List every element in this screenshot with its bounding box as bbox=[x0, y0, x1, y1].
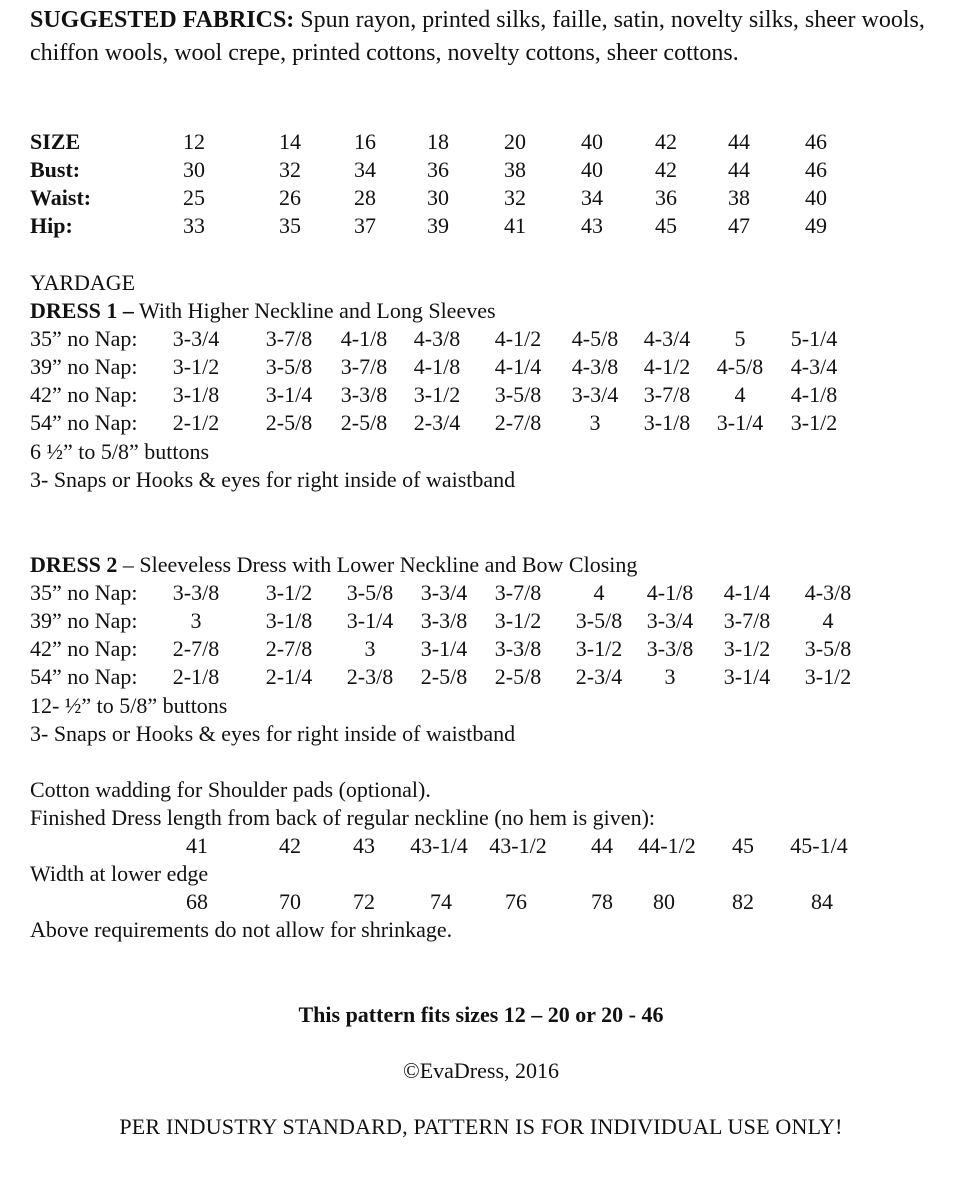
dress1-cell: 3-3/8 bbox=[340, 382, 388, 407]
wadding-note: Cotton wadding for Shoulder pads (optional). bbox=[30, 777, 431, 802]
size-cell: 25 bbox=[183, 185, 205, 210]
width-cell: 78 bbox=[591, 889, 613, 914]
copyright: ©EvaDress, 2016 bbox=[402, 1058, 560, 1083]
dress2-cell: 3-1/2 bbox=[494, 608, 542, 633]
size-cell: 16 bbox=[354, 129, 376, 154]
size-cell: 37 bbox=[354, 213, 376, 238]
dress1-cell: 3-1/8 bbox=[643, 410, 691, 435]
dress2-title: DRESS 2 bbox=[30, 552, 118, 577]
dress1-cell: 3-7/8 bbox=[265, 326, 313, 351]
length-cell: 43-1/2 bbox=[489, 833, 547, 858]
dress1-cell: 4-3/8 bbox=[413, 326, 461, 351]
dress2-cell: 4-3/8 bbox=[804, 580, 852, 605]
dress2-cell: 2-3/4 bbox=[575, 664, 623, 689]
size-row-label: SIZE bbox=[30, 129, 81, 154]
usage-notice: PER INDUSTRY STANDARD, PATTERN IS FOR INDIVIDUAL USE ONLY! bbox=[119, 1114, 843, 1139]
dress2-cell: 3-7/8 bbox=[723, 608, 771, 633]
length-cell: 43-1/4 bbox=[410, 833, 468, 858]
dress1-cell: 3-1/2 bbox=[413, 382, 461, 407]
dress2-cell: 4 bbox=[822, 608, 834, 633]
size-cell: 14 bbox=[279, 129, 301, 154]
length-cell: 45 bbox=[732, 833, 754, 858]
dress2-row-label: 42” no Nap: bbox=[30, 636, 138, 661]
size-cell: 28 bbox=[354, 185, 376, 210]
yardage-heading: YARDAGE bbox=[30, 270, 136, 295]
size-cell: 41 bbox=[504, 213, 526, 238]
dress2-cell: 4-1/4 bbox=[723, 580, 771, 605]
length-cell: 44 bbox=[591, 833, 613, 858]
dress2-cell: 3-3/8 bbox=[172, 580, 220, 605]
length-label: Finished Dress length from back of regular neckline (no hem is given): bbox=[30, 805, 656, 830]
size-cell: 42 bbox=[655, 157, 677, 182]
dress1-row-label: 39” no Nap: bbox=[30, 354, 138, 379]
size-cell: 44 bbox=[728, 129, 750, 154]
size-cell: 20 bbox=[504, 129, 526, 154]
dress2-subtitle: – Sleeveless Dress with Lower Neckline and Bow Closing bbox=[117, 552, 638, 577]
dress1-cell: 4-5/8 bbox=[716, 354, 764, 379]
dress1-cell: 4-1/4 bbox=[494, 354, 542, 379]
dress2-cell: 4-1/8 bbox=[646, 580, 694, 605]
dress1-cell: 5 bbox=[734, 326, 746, 351]
size-cell: 35 bbox=[279, 213, 301, 238]
dress2-row-label: 39” no Nap: bbox=[30, 608, 138, 633]
dress2-cell: 3-1/4 bbox=[723, 664, 771, 689]
size-cell: 18 bbox=[427, 129, 449, 154]
dress2-cell: 3-5/8 bbox=[804, 636, 852, 661]
size-cell: 38 bbox=[504, 157, 526, 182]
dress2-cell: 3 bbox=[190, 608, 202, 633]
dress2-note: 3- Snaps or Hooks & eyes for right inside of waistband bbox=[30, 721, 516, 746]
size-cell: 26 bbox=[279, 185, 301, 210]
size-row-label: Waist: bbox=[30, 185, 92, 210]
dress2-cell: 3-1/2 bbox=[804, 664, 852, 689]
size-row-label: Hip: bbox=[30, 213, 73, 238]
dress1-note: 3- Snaps or Hooks & eyes for right inside of waistband bbox=[30, 467, 516, 492]
dress2-cell: 3-7/8 bbox=[494, 580, 542, 605]
dress1-cell: 4-3/4 bbox=[790, 354, 838, 379]
dress2-row-label: 54” no Nap: bbox=[30, 664, 138, 689]
size-cell: 40 bbox=[581, 157, 603, 182]
size-cell: 46 bbox=[805, 129, 827, 154]
dress2-cell: 2-1/8 bbox=[172, 664, 220, 689]
length-cell: 44-1/2 bbox=[638, 833, 696, 858]
dress2-cell: 3-3/8 bbox=[420, 608, 468, 633]
dress2-cell: 3-1/4 bbox=[346, 608, 394, 633]
dress2-cell: 3-3/8 bbox=[646, 636, 694, 661]
dress1-cell: 4-3/8 bbox=[571, 354, 619, 379]
dress1-subtitle: With Higher Neckline and Long Sleeves bbox=[133, 298, 496, 323]
dress2-cell: 2-7/8 bbox=[172, 636, 220, 661]
dress1-cell: 4-5/8 bbox=[571, 326, 619, 351]
width-cell: 70 bbox=[279, 889, 301, 914]
dress1-cell: 4-1/2 bbox=[494, 326, 542, 351]
dress2-cell: 4 bbox=[593, 580, 605, 605]
size-cell: 32 bbox=[504, 185, 526, 210]
dress1-cell: 2-5/8 bbox=[340, 410, 388, 435]
length-cell: 41 bbox=[186, 833, 208, 858]
dress1-cell: 3-7/8 bbox=[643, 382, 691, 407]
dress1-cell: 4 bbox=[734, 382, 746, 407]
dress1-cell: 4-1/8 bbox=[790, 382, 838, 407]
width-cell: 82 bbox=[732, 889, 754, 914]
size-cell: 40 bbox=[805, 185, 827, 210]
dress2-cell: 3-3/8 bbox=[494, 636, 542, 661]
dress1-cell: 3-1/2 bbox=[172, 354, 220, 379]
width-cell: 76 bbox=[505, 889, 527, 914]
dress2-note: 12- ½” to 5/8” buttons bbox=[30, 693, 228, 718]
dress1-note: 6 ½” to 5/8” buttons bbox=[30, 439, 210, 464]
dress2-cell: 3 bbox=[664, 664, 676, 689]
size-cell: 34 bbox=[581, 185, 603, 210]
dress2-cell: 2-3/8 bbox=[346, 664, 394, 689]
dress2-cell: 2-1/4 bbox=[265, 664, 313, 689]
dress1-cell: 4-1/8 bbox=[340, 326, 388, 351]
size-cell: 40 bbox=[581, 129, 603, 154]
dress2-cell: 3-3/4 bbox=[646, 608, 694, 633]
dress2-cell: 3-1/4 bbox=[420, 636, 468, 661]
dress2-cell: 3 bbox=[364, 636, 376, 661]
width-label: Width at lower edge bbox=[30, 861, 209, 886]
suggested-fabrics bbox=[30, 4, 940, 70]
dress2-cell: 3-5/8 bbox=[346, 580, 394, 605]
dress1-cell: 3-5/8 bbox=[494, 382, 542, 407]
size-cell: 12 bbox=[183, 129, 205, 154]
size-cell: 47 bbox=[728, 213, 750, 238]
width-cell: 80 bbox=[653, 889, 675, 914]
size-cell: 45 bbox=[655, 213, 677, 238]
size-cell: 36 bbox=[427, 157, 449, 182]
dress1-row-label: 35” no Nap: bbox=[30, 326, 138, 351]
dress1-cell: 2-7/8 bbox=[494, 410, 542, 435]
width-cell: 84 bbox=[811, 889, 833, 914]
size-cell: 49 bbox=[805, 213, 827, 238]
dress1-row-label: 54” no Nap: bbox=[30, 410, 138, 435]
dress1-cell: 3-5/8 bbox=[265, 354, 313, 379]
shrinkage-note: Above requirements do not allow for shrinkage. bbox=[30, 917, 453, 942]
width-cell: 72 bbox=[353, 889, 375, 914]
dress2-cell: 3-3/4 bbox=[420, 580, 468, 605]
size-cell: 43 bbox=[581, 213, 603, 238]
size-cell: 44 bbox=[728, 157, 750, 182]
dress1-cell: 3-1/4 bbox=[716, 410, 764, 435]
dress1-cell: 4-1/2 bbox=[643, 354, 691, 379]
dress1-cell: 5-1/4 bbox=[790, 326, 838, 351]
size-cell: 38 bbox=[728, 185, 750, 210]
dress1-row-label: 42” no Nap: bbox=[30, 382, 138, 407]
dress1-cell: 2-1/2 bbox=[172, 410, 220, 435]
dress1-cell: 3 bbox=[589, 410, 601, 435]
suggested-fabrics-label: SUGGESTED FABRICS: bbox=[30, 7, 295, 33]
dress2-cell: 2-7/8 bbox=[265, 636, 313, 661]
dress2-cell: 3-1/2 bbox=[265, 580, 313, 605]
dress2-cell: 2-5/8 bbox=[420, 664, 468, 689]
length-cell: 42 bbox=[279, 833, 301, 858]
size-cell: 30 bbox=[183, 157, 205, 182]
dress2-cell: 3-1/2 bbox=[723, 636, 771, 661]
width-cell: 68 bbox=[186, 889, 208, 914]
dress1-cell: 2-5/8 bbox=[265, 410, 313, 435]
dress1-cell: 3-7/8 bbox=[340, 354, 388, 379]
dress1-cell: 4-1/8 bbox=[413, 354, 461, 379]
dress2-cell: 3-5/8 bbox=[575, 608, 623, 633]
dress1-title: DRESS 1 – bbox=[30, 298, 134, 323]
dress1-heading bbox=[30, 297, 496, 325]
dress1-cell: 3-1/2 bbox=[790, 410, 838, 435]
dress1-cell: 3-1/4 bbox=[265, 382, 313, 407]
dress2-cell: 2-5/8 bbox=[494, 664, 542, 689]
dress1-cell: 2-3/4 bbox=[413, 410, 461, 435]
dress1-cell: 3-1/8 bbox=[172, 382, 220, 407]
size-cell: 36 bbox=[655, 185, 677, 210]
dress1-cell: 3-3/4 bbox=[571, 382, 619, 407]
dress2-cell: 3-1/2 bbox=[575, 636, 623, 661]
dress1-cell: 4-3/4 bbox=[643, 326, 691, 351]
length-cell: 45-1/4 bbox=[790, 833, 848, 858]
dress2-cell: 3-1/8 bbox=[265, 608, 313, 633]
size-cell: 39 bbox=[427, 213, 449, 238]
size-cell: 30 bbox=[427, 185, 449, 210]
size-cell: 42 bbox=[655, 129, 677, 154]
size-row-label: Bust: bbox=[30, 157, 81, 182]
width-cell: 74 bbox=[430, 889, 452, 914]
suggested-fabrics-text: Spun rayon, printed silks, faille, satin, novelty silks, sheer wools, chiffon wools, wool crepe, printed cottons, novelty cottons, sheer cottons. bbox=[30, 7, 925, 66]
size-cell: 33 bbox=[183, 213, 205, 238]
dress2-row-label: 35” no Nap: bbox=[30, 580, 138, 605]
size-cell: 32 bbox=[279, 157, 301, 182]
dress2-heading bbox=[30, 551, 637, 579]
size-cell: 34 bbox=[354, 157, 376, 182]
length-cell: 43 bbox=[353, 833, 375, 858]
dress1-cell: 3-3/4 bbox=[172, 326, 220, 351]
size-cell: 46 bbox=[805, 157, 827, 182]
fits-sizes-note: This pattern fits sizes 12 – 20 or 20 - 46 bbox=[298, 1002, 664, 1027]
